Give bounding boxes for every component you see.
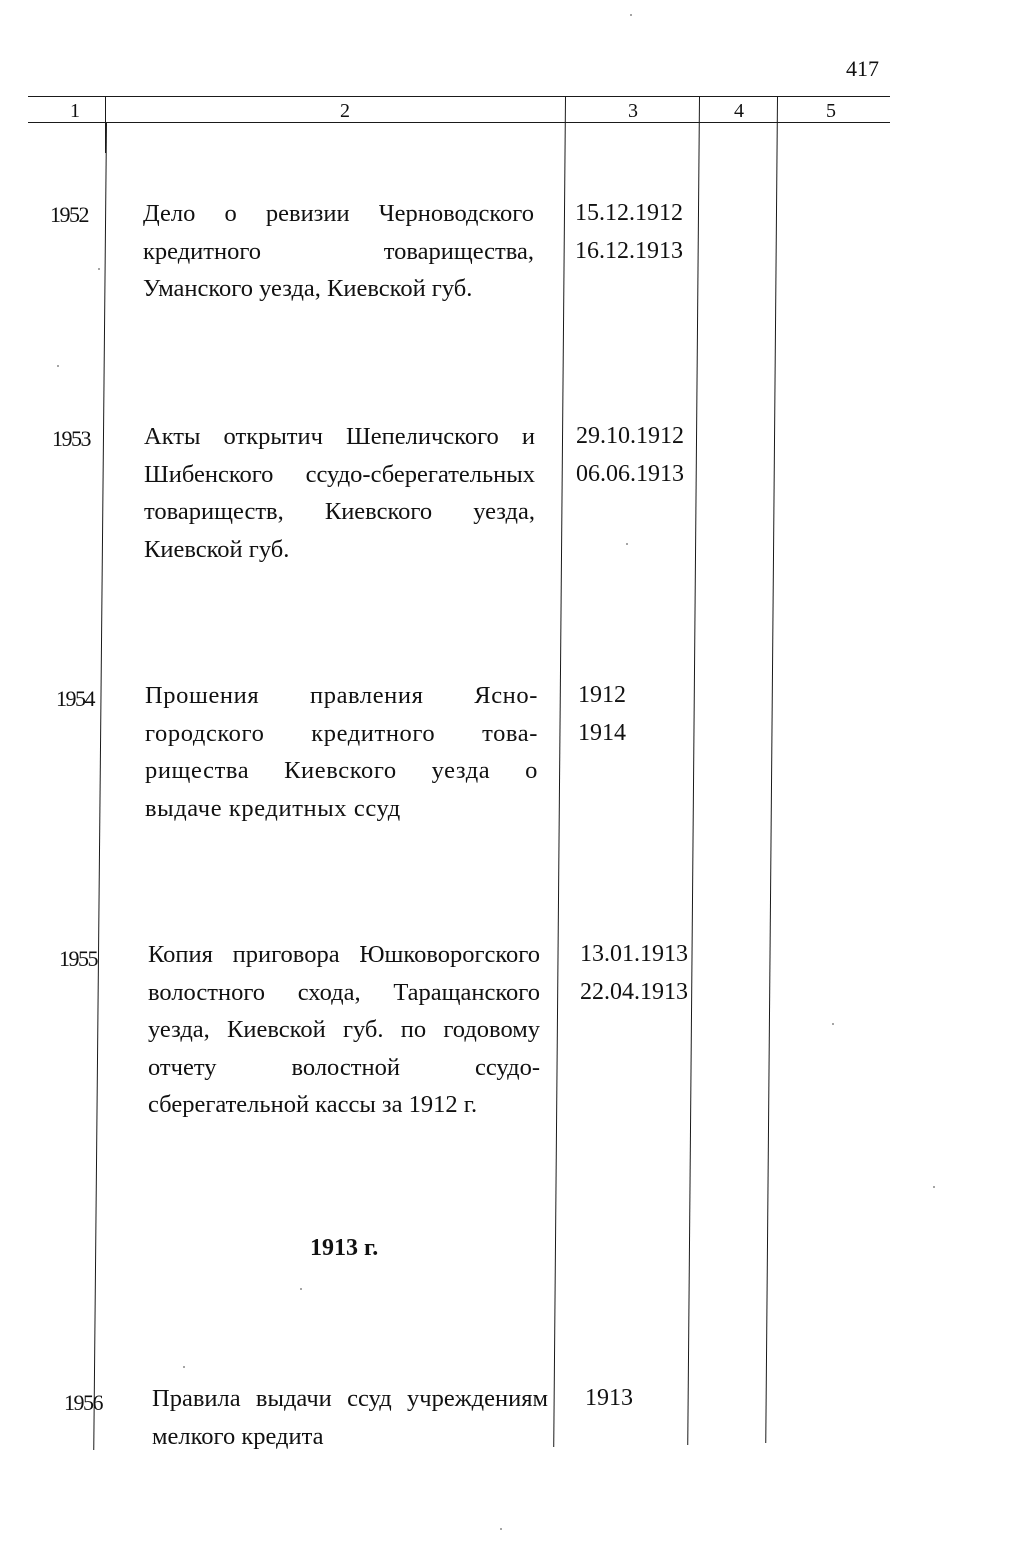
description-line: Правила выдачи ссуд учреждениям — [152, 1385, 548, 1412]
scan-speck — [630, 14, 632, 16]
entry-number: 1956 — [64, 1390, 102, 1415]
description-line: Киевской губ. — [144, 535, 290, 563]
entry-description — [152, 1380, 548, 1455]
date-start: 13.01.1913 — [580, 941, 688, 967]
scan-speck — [98, 268, 100, 270]
description-line: Акты открытич Шепеличского и — [144, 423, 535, 450]
date-end: 22.04.1913 — [580, 978, 688, 1005]
date-end: 06.06.1913 — [576, 460, 684, 487]
column-header-1: 1 — [70, 100, 80, 122]
column-rule-4 — [765, 97, 778, 1443]
entry-description — [145, 677, 538, 827]
scan-speck — [300, 1288, 302, 1290]
description-line: товариществ, Киевского уезда, — [144, 498, 535, 525]
entry-dates — [580, 936, 688, 1011]
description-line: мелкого кредита — [152, 1422, 324, 1450]
scan-speck — [832, 1023, 834, 1025]
column-rule-2 — [553, 97, 566, 1447]
entry-dates — [585, 1380, 633, 1418]
date-start: 1912 — [578, 682, 626, 708]
column-header-4: 4 — [734, 100, 744, 122]
scan-speck — [500, 1528, 502, 1530]
description-line: кредитного товарищества, — [143, 237, 534, 265]
entry-number: 1954 — [56, 686, 94, 711]
entry-number: 1955 — [59, 946, 97, 971]
description-line: уезда, Киевской губ. по годовому — [148, 1016, 540, 1043]
column-rule-1-body — [93, 122, 107, 1450]
section-heading: 1913 г. — [310, 1235, 379, 1261]
description-line: Уманского уезда, Киевской губ. — [143, 275, 473, 302]
description-line: Шибенского ссудо-сберегательных — [144, 460, 535, 488]
scan-speck — [626, 543, 628, 545]
header-bottom-rule — [28, 122, 890, 123]
column-header-5: 5 — [826, 100, 836, 122]
header-top-rule — [28, 96, 890, 97]
description-line: выдаче кредитных ссуд — [145, 794, 401, 822]
date-start: 1913 — [585, 1385, 633, 1411]
date-start: 29.10.1912 — [576, 423, 684, 449]
entry-number: 1952 — [50, 202, 88, 227]
description-line: городского кредитного това- — [145, 719, 538, 747]
column-header-2: 2 — [340, 100, 350, 122]
description-line: Копия приговора Юшковорогского — [148, 941, 540, 968]
entry-description — [143, 195, 534, 308]
date-end: 16.12.1913 — [575, 237, 683, 264]
scan-speck — [57, 365, 59, 367]
page-number: 417 — [846, 56, 879, 81]
entry-number: 1953 — [52, 426, 90, 451]
date-start: 15.12.1912 — [575, 200, 683, 226]
description-line: Прошения правления Ясно- — [145, 682, 538, 709]
column-rule-3 — [687, 97, 700, 1445]
scan-speck — [183, 1366, 185, 1368]
description-line: рищества Киевского уезда о — [145, 757, 538, 784]
entry-dates — [578, 677, 626, 752]
entry-dates — [576, 418, 684, 493]
entry-dates — [575, 195, 683, 270]
scan-speck — [933, 1186, 935, 1188]
description-line: отчету волостной ссудо- — [148, 1053, 540, 1081]
description-line: волостного схода, Таращанского — [148, 978, 540, 1006]
description-line: сберегательной кассы за 1912 г. — [148, 1091, 478, 1118]
column-header-3: 3 — [628, 100, 638, 122]
entry-description — [148, 936, 540, 1124]
entry-description — [144, 418, 535, 568]
date-end: 1914 — [578, 719, 626, 746]
description-line: Дело о ревизии Черноводского — [143, 200, 534, 227]
